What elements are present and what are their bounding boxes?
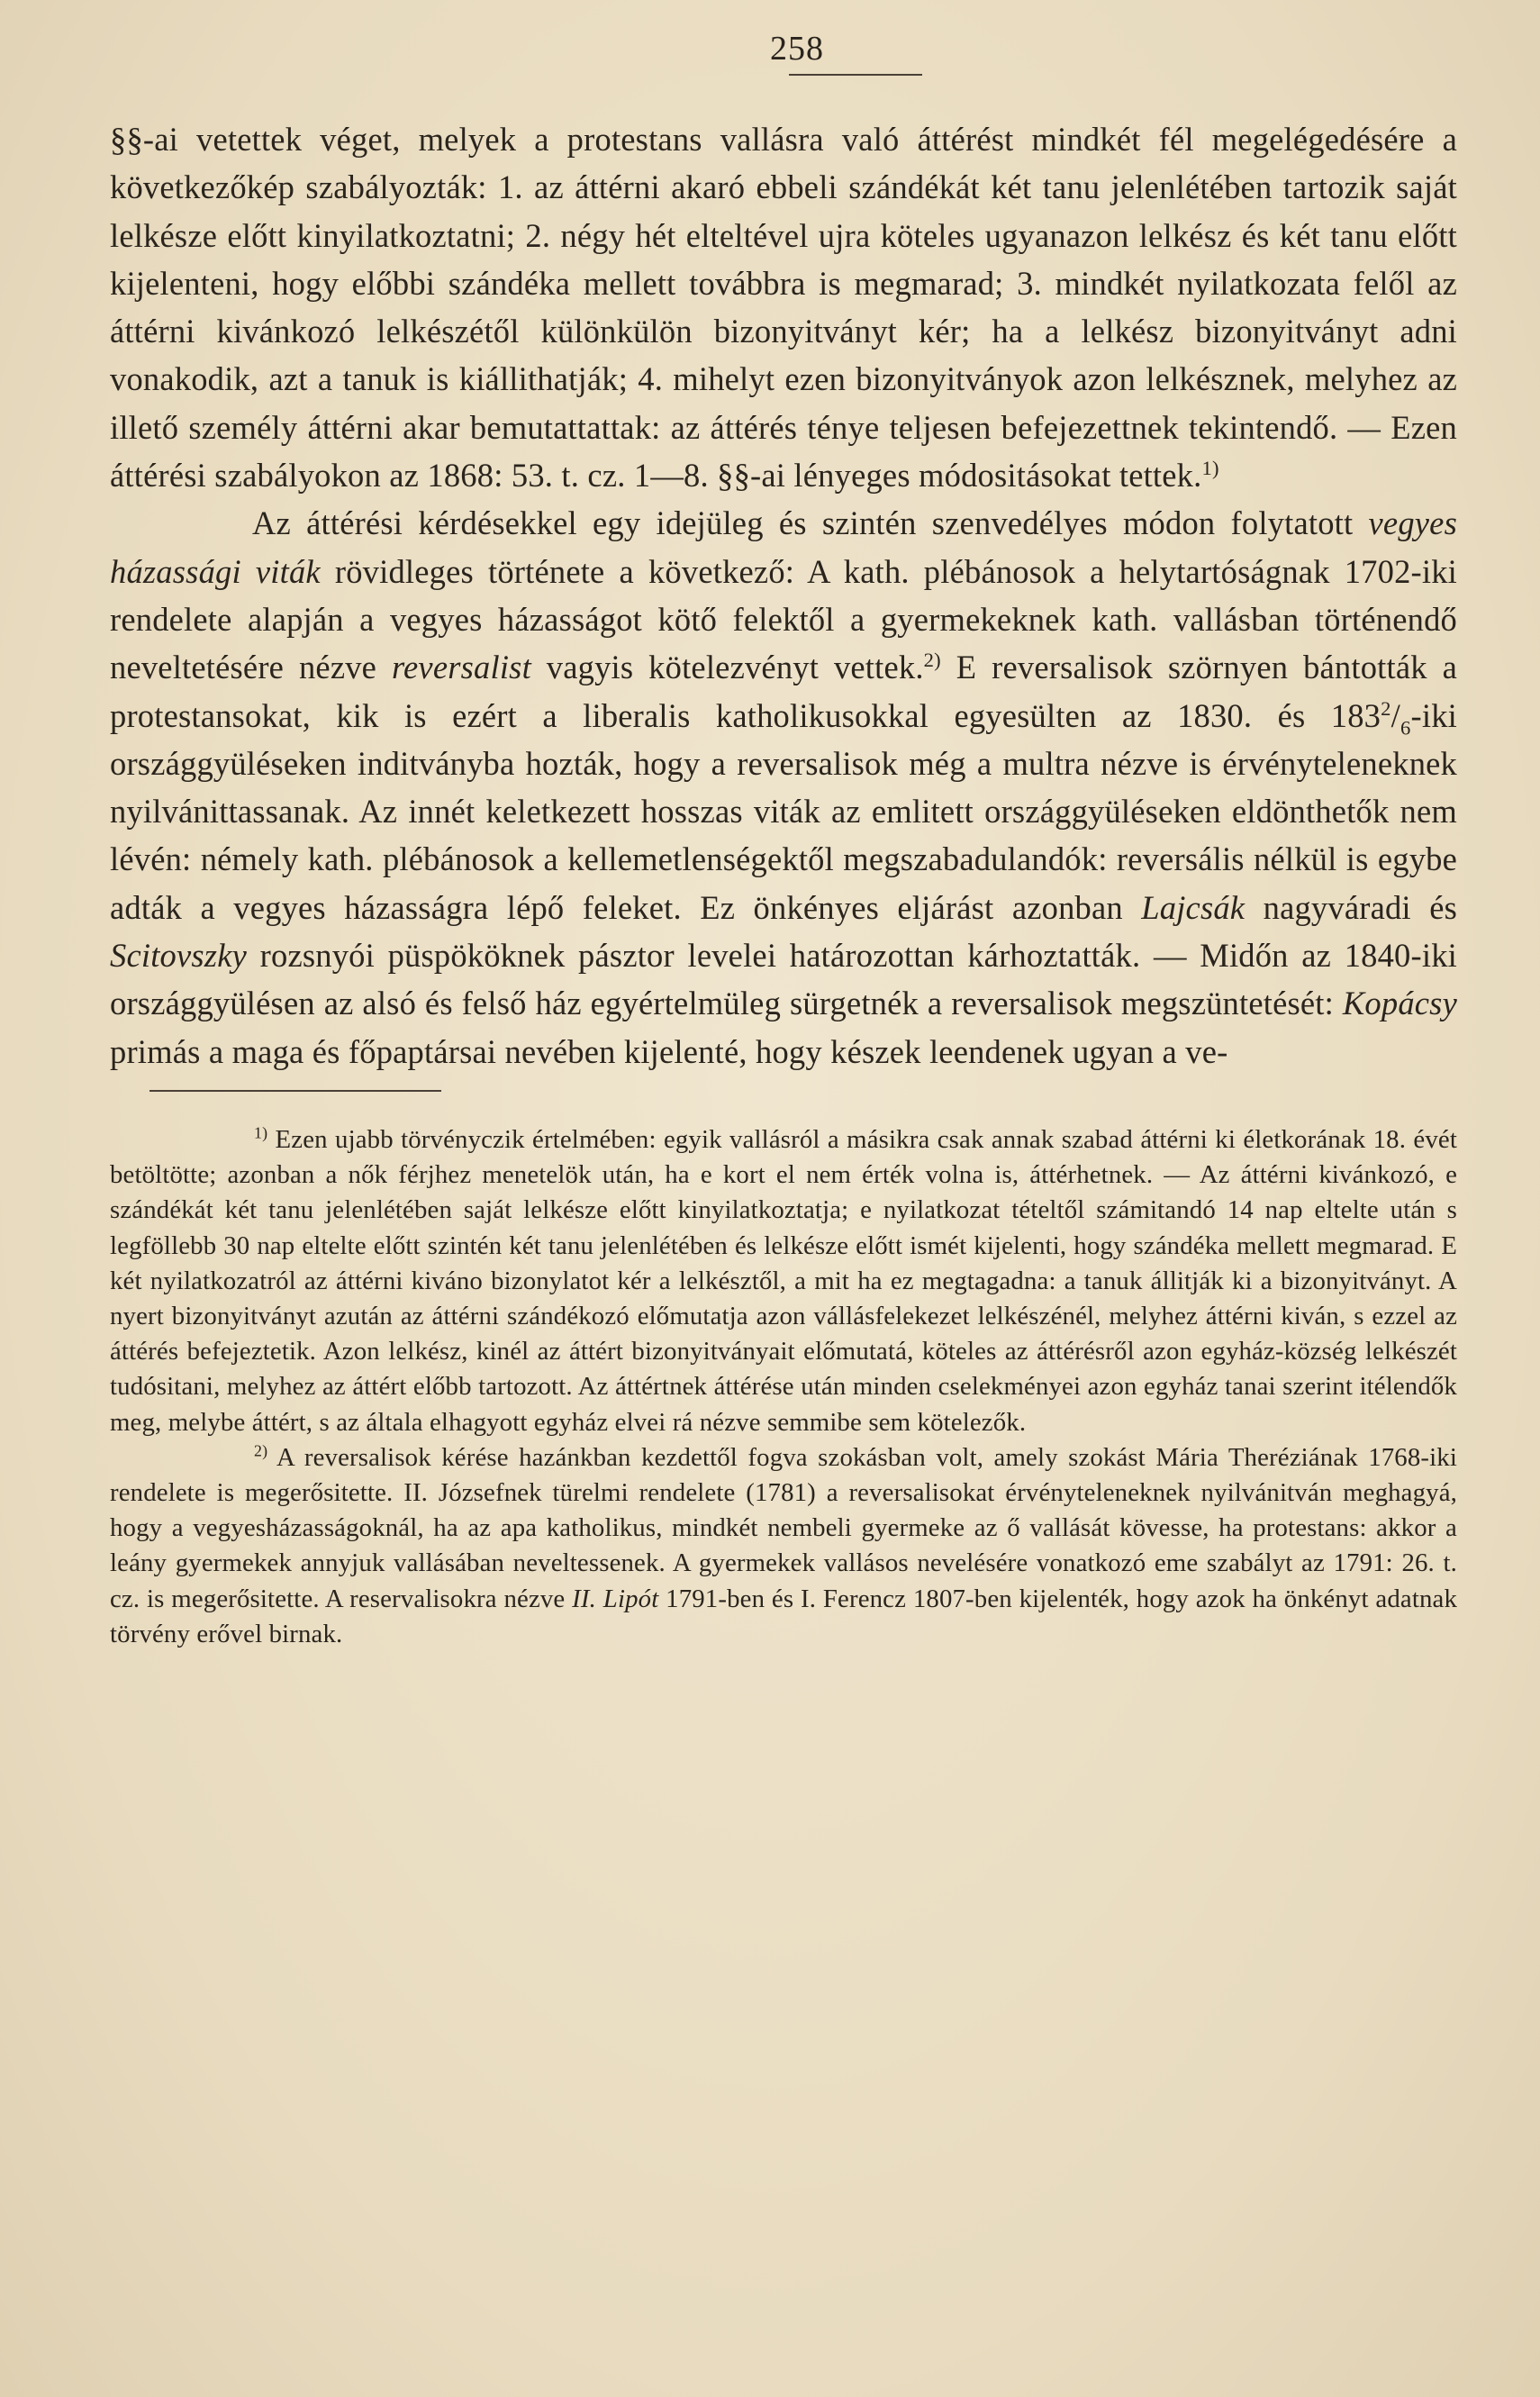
italic-term: vegyes házassági viták: [110, 504, 1457, 590]
text-run: vagyis kötelezvényt vettek.: [530, 649, 924, 686]
text-run: rozsnyói püspököknek pásztor levelei határozottan kárhoztatták. — Midőn az 1840-iki országgyülésen az alsó és felső ház egyértelmüleg sürgetnék a reversalisok megszüntetését:: [110, 937, 1457, 1022]
page-number: 258: [770, 30, 824, 68]
text-run: nagyváradi és: [1245, 888, 1457, 926]
footnote-separator: [149, 1090, 441, 1092]
footnote-1-mark: 1): [254, 1123, 268, 1142]
italic-name: Lajcsák: [1141, 888, 1246, 926]
main-text: [110, 115, 1457, 1076]
fraction-denominator: 6: [1400, 715, 1411, 739]
text-run: -iki országgyüléseken inditványba hozták, hogy a reversalisok még a multra nézve is érvényteleneknek nyilvánittassanak. Az innét keletkezett hosszas viták az emlitett országgyüléseken eldönthetők nem lévén: némely kath. plébánosok a kellemetlenségektől megszabadulandók: reversális nélkül is egybe adták a vegyes házasságra lépő feleket. Ez önkényes eljárást azonban: [110, 696, 1457, 926]
fraction-numerator: 2: [1381, 696, 1391, 720]
footnote-1: [110, 1122, 1457, 1440]
paragraph-2: Az áttérési kérdésekkel egy idejüleg és szintén szenvedélyes módon folytatott vegyes házassági viták rövidleges története a következő: A kath. plébánosok a helytartóságnak 1702-iki rendelete alapján a vegyes házasságot kötő felektől a gyermekeknek kath. vallásban történendő neveltetésére nézve reversalist vagyis kötelezvényt vettek.$^{2)}$ E reversalisok szörnyen bántották a protestansokat, kik is ezért a liberalis katholikusokkal egyesülten az 1830. és $183^2/_6$-iki országgyüléseken inditványba hozták, hogy a reversalisok még a multra nézve is érvényteleneknek nyilvánittassanak. Az innét keletkezett hosszas viták az emlitett országgyüléseken eldönthetők nem lévén: némely kath. plébánosok a kellemetlenségektől megszabadulandók: reversális nélkül is egybe adták a vegyes házasságra lépő feleket. Ez önkényes eljárást azonban Lajcsák nagyváradi és Scitovszky rozsnyói püspököknek pásztor levelei határozottan kárhoztatták. — Midőn az 1840-iki országgyülésen az alsó és felső ház egyértelmüleg sürgetnék a reversalisok megszüntetését: Kopácsy primás a maga és főpaptársai nevében kijelenté, hogy készek leendenek ugyan a ve-: [110, 504, 1458, 1070]
italic-name: II. Lipót: [572, 1584, 659, 1613]
paragraph-1-text: §§-ai vetettek véget, melyek a protestans vallásra való áttérést mindkét fél megelégedésére a következőkép szabályozták: 1. az áttérni akaró ebbeli szándékát két tanu jelenlétében tartozik saját lelkésze előtt kinyilatkoztatni; 2. négy hét elteltével ujra köteles ugyanazon lelkész és két tanu előtt kijelenteni, hogy előbbi szándéka mellett továbbra is megmarad; 3. mindkét nyilatkozata felől az áttérni kivánkozó lelkészétől különkülön bizonyitványt kér; ha a lelkész bizonyitványt adni vonakodik, azt a tanuk is kiállithatják; 4. mihelyt ezen bizonyitványok azon lelkésznek, melyhez az illető személy áttérni akar bemutattattak: az áttérés ténye teljesen befejezettnek tekintendő. — Ezen áttérési szabályokon az 1868: 53. t. cz. 1—8. §§-ai lényeges módositásokat tettek.: [110, 121, 1457, 495]
text-run: rövidleges története a következő: A kath. plébánosok a helytartóságnak 1702-iki rendelete alapján a vegyes házasságot kötő felektől a gyermekeknek kath. vallásban történendő neveltetésére nézve: [110, 552, 1458, 686]
footnote-ref-2: 2): [923, 649, 941, 672]
header-rule: [789, 74, 922, 76]
footnote-2: [110, 1440, 1457, 1652]
footnote-2-mark: 2): [254, 1441, 268, 1460]
text-run: 1791-ben és I. Ferencz 1807-ben kijelenték, hogy azok ha önkényt adatnak törvény erővel birnak.: [110, 1584, 1457, 1648]
italic-name: Scitovszky: [110, 937, 247, 975]
footnote-1-text: Ezen ujabb törvényczik értelmében: egyik vallásról a másikra csak annak szabad áttérni ki életkorának 18. évét betöltötte; azonban a nők férjhez menetelök után, ha e kort el nem érték volna is, áttérhetnek. — Az áttérni kivánkozó, e szándékát két tanu jelenlétében saját lelkésze előtt kinyilatkoztatja; e nyilatkozat tételtől számitandó 14 nap eltelte után s legföllebb 30 nap eltelte előtt szintén két tanu jelenlétében és lelkésze előtt ismét kijelenti, hogy szándéka mellett megmarad. E két nyilatkozatról az áttérni kiváno bizonylatot kér a lelkésztől, a mit ha ez megtagadna: a tanuk állitják ki a bizonyitványt. A nyert bizonyitványt azután az áttérni szándékozó előmutatja azon vállásfelekezet lelkészénél, melyhez áttérni kiván, s ezzel az áttérés befejeztetik. Azon lelkész, kinél az áttért bizonyitványait előmutatá, köteles az áttérésről azon egyház-község lelkészét tudósitani, melyhez az áttért előbb tartozott. Az áttértnek áttérése után minden cselekményei azon egyház tanai szerint itélendők meg, melybe áttért, s az általa elhagyott egyház elvei rá nézve semmibe sem kötelezők.: [110, 1124, 1457, 1437]
footnote-ref-1: 1): [1201, 456, 1219, 479]
italic-term: reversalist: [391, 649, 531, 686]
footnotes: [110, 1122, 1457, 1652]
italic-name: Kopácsy: [1342, 985, 1457, 1022]
paragraph-1: [110, 115, 1457, 499]
text-run: primás a maga és főpaptársai nevében kijelenté, hogy készek leendenek ugyan a ve-: [110, 1032, 1228, 1070]
text-run: A reversalisok kérése hazánkban kezdettől fogva szokásban volt, amely szokást Mária Theréziának 1768-iki rendelete is megerősitette. II. Józsefnek türelmi rendelete (1781) a reversalisokat érvényteleneknek nyilvánitván meghagyá, hogy a vegyesházasságoknál, ha az apa katholikus, mindkét nembeli gyermeke az ő vallását kövesse, ha protestans: akkor a leány gyermekek annyjuk vallásában neveltessenek. A gyermekek vallásos nevelésére vonatkozó eme szabályt az 1791: 26. t. cz. is megerősitette. A reservalisokra nézve: [110, 1442, 1457, 1613]
text-run: Az áttérési kérdésekkel egy idejüleg és szintén szenvedélyes módon folytatott: [252, 504, 1369, 542]
text-run: E reversalisok szörnyen bántották a protestansokat, kik is ezért a liberalis katholikusokkal egyesülten az 1830. és 183: [110, 649, 1457, 734]
